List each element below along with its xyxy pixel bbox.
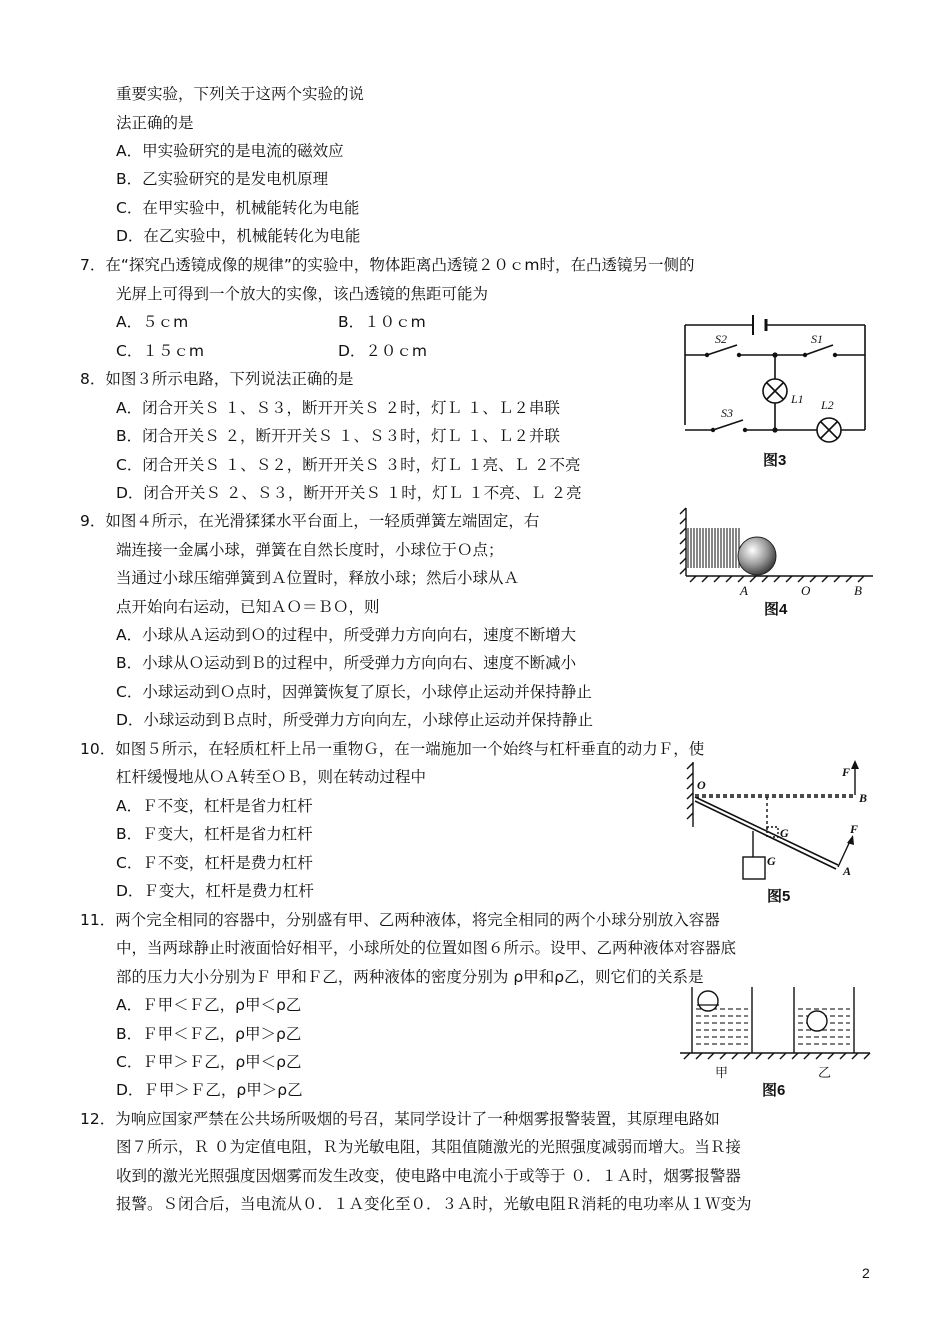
page-number: 2 bbox=[862, 1265, 870, 1281]
label-o: O bbox=[697, 778, 706, 792]
label-s2: S2 bbox=[715, 332, 727, 346]
q6-line2: 法正确的是 bbox=[116, 114, 194, 132]
q8-option-a: A．闭合开关Ｓ １、Ｓ３，断开开关Ｓ ２时，灯Ｌ １、Ｌ２串联 bbox=[116, 399, 560, 417]
q12-stem-line1: 12．为响应国家严禁在公共场所吸烟的号召，某同学设计了一种烟雾报警装置，其原理电路如 bbox=[80, 1110, 720, 1128]
figure-3-caption: 图3 bbox=[763, 452, 787, 469]
label-g-dashed: G bbox=[780, 826, 789, 840]
label-l1: L1 bbox=[791, 392, 804, 406]
q7-option-a: A．５ｃm bbox=[116, 313, 189, 331]
q6-option-b: B．乙实验研究的是发电机原理 bbox=[116, 170, 329, 188]
q10-stem-line2: 杠杆缓慢地从ＯＡ转至ＯＢ，则在转动过程中 bbox=[116, 768, 427, 786]
q7-option-c: C．１５ｃm bbox=[116, 342, 204, 360]
q11-option-c: C．Ｆ甲＞Ｆ乙，ρ甲＜ρ乙 bbox=[116, 1053, 302, 1071]
label-f-a: F bbox=[850, 822, 859, 836]
q7-stem-line1: 7．在“探究凸透镜成像的规律”的实验中，物体距离凸透镜２０ｃm时，在凸透镜另一侧的 bbox=[80, 256, 695, 274]
label-b: B bbox=[854, 583, 862, 598]
label-f-b: F bbox=[842, 765, 851, 779]
q11-stem-line2: 中，当两球静止时液面恰好相平，小球所处的位置如图６所示。设甲、乙两种液体对容器底 bbox=[116, 939, 737, 957]
label-b: B bbox=[859, 791, 868, 805]
q8-option-b: B．闭合开关Ｓ ２，断开开关Ｓ １、Ｓ３时，灯Ｌ １、Ｌ２并联 bbox=[116, 427, 560, 445]
figure-6-caption: 图6 bbox=[762, 1082, 786, 1099]
figure-4-caption: 图4 bbox=[764, 601, 788, 618]
label-yi: 乙 bbox=[818, 1066, 832, 1081]
figure-5-caption: 图5 bbox=[767, 888, 791, 905]
q7-option-b: B．１０ｃm bbox=[338, 313, 426, 331]
label-jia: 甲 bbox=[715, 1066, 729, 1081]
label-g-weight: G bbox=[767, 854, 776, 868]
label-l2: L2 bbox=[821, 398, 834, 412]
q11-stem-line1: 11．两个完全相同的容器中，分别盛有甲、乙两种液体，将完全相同的两个小球分别放入容器 bbox=[80, 911, 720, 929]
label-a: A bbox=[843, 864, 852, 878]
q8-option-d: D．闭合开关Ｓ ２、Ｓ３，断开开关Ｓ １时，灯Ｌ １不亮、Ｌ ２亮 bbox=[116, 484, 582, 502]
q10-option-a: A．Ｆ不变，杠杆是省力杠杆 bbox=[116, 797, 313, 815]
label-a: A bbox=[740, 583, 748, 598]
q11-option-d: D．Ｆ甲＞Ｆ乙，ρ甲＞ρ乙 bbox=[116, 1081, 303, 1099]
q11-option-a: A．Ｆ甲＜Ｆ乙，ρ甲＜ρ乙 bbox=[116, 996, 302, 1014]
q12-stem-line3: 收到的激光光照强度因烟雾而发生改变，使电路中电流小于或等于 ０．１Ａ时，烟雾报警器 bbox=[116, 1167, 741, 1185]
q11-stem-line3: 部的压力大小分别为Ｆ 甲和Ｆ乙，两种液体的密度分别为 ρ甲和ρ乙，则它们的关系是 bbox=[116, 968, 704, 986]
q9-option-c: C．小球运动到Ｏ点时，因弹簧恢复了原长，小球停止运动并保持静止 bbox=[116, 683, 592, 701]
q6-option-a: A．甲实验研究的是电流的磁效应 bbox=[116, 142, 344, 160]
q9-option-b: B．小球从Ｏ运动到Ｂ的过程中，所受弹力方向向右、速度不断减小 bbox=[116, 654, 577, 672]
q10-stem-line1: 10．如图５所示，在轻质杠杆上吊一重物Ｇ，在一端施加一个始终与杠杆垂直的动力Ｆ，使 bbox=[80, 740, 705, 758]
q9-stem-line4: 点开始向右运动，已知ＡＯ＝ＢＯ，则 bbox=[116, 598, 380, 616]
q12-stem-line2: 图７所示，Ｒ ０为定值电阻，Ｒ为光敏电阻，其阻值随激光的光照强度减弱而增大。当Ｒ接 bbox=[116, 1138, 741, 1156]
q10-option-d: D．Ｆ变大，杠杆是费力杠杆 bbox=[116, 882, 314, 900]
q8-stem: 8．如图３所示电路，下列说法正确的是 bbox=[80, 370, 354, 388]
q10-option-b: B．Ｆ变大，杠杆是省力杠杆 bbox=[116, 825, 313, 843]
figure-4-spring bbox=[678, 506, 878, 621]
figure-5-lever bbox=[683, 757, 878, 907]
q8-option-c: C．闭合开关Ｓ １、Ｓ２，断开开关Ｓ ３时，灯Ｌ １亮、Ｌ ２不亮 bbox=[116, 456, 581, 474]
figure-3-circuit bbox=[675, 305, 875, 480]
label-s3: S3 bbox=[721, 406, 733, 420]
q9-stem-line1: 9．如图４所示，在光滑猱猱水平台面上，一轻质弹簧左端固定，右 bbox=[80, 512, 540, 530]
figure-6-containers bbox=[678, 985, 873, 1105]
q10-option-c: C．Ｆ不变，杠杆是费力杠杆 bbox=[116, 854, 313, 872]
q9-option-a: A．小球从Ａ运动到Ｏ的过程中，所受弹力方向向右，速度不断增大 bbox=[116, 626, 577, 644]
label-s1: S1 bbox=[811, 332, 823, 346]
q12-stem-line4: 报警。Ｓ闭合后，当电流从０．１Ａ变化至０．３Ａ时，光敏电阻Ｒ消耗的电功率从１Ｗ变为 bbox=[116, 1195, 752, 1213]
label-o: O bbox=[801, 583, 811, 598]
q9-stem-line3: 当通过小球压缩弹簧到Ａ位置时，释放小球；然后小球从Ａ bbox=[116, 569, 520, 587]
q9-option-d: D．小球运动到Ｂ点时，所受弹力方向向左，小球停止运动并保持静止 bbox=[116, 711, 593, 729]
q7-stem-line2: 光屏上可得到一个放大的实像，该凸透镜的焦距可能为 bbox=[116, 285, 489, 303]
q11-option-b: B．Ｆ甲＜Ｆ乙，ρ甲＞ρ乙 bbox=[116, 1025, 302, 1043]
q9-stem-line2: 端连接一金属小球，弹簧在自然长度时，小球位于Ｏ点； bbox=[116, 541, 504, 559]
q6-line1: 重要实验，下列关于这两个实验的说 bbox=[116, 85, 365, 103]
q7-option-d: D．２０ｃm bbox=[338, 342, 428, 360]
q6-option-d: D．在乙实验中，机械能转化为电能 bbox=[116, 227, 361, 245]
q6-option-c: C．在甲实验中，机械能转化为电能 bbox=[116, 199, 360, 217]
